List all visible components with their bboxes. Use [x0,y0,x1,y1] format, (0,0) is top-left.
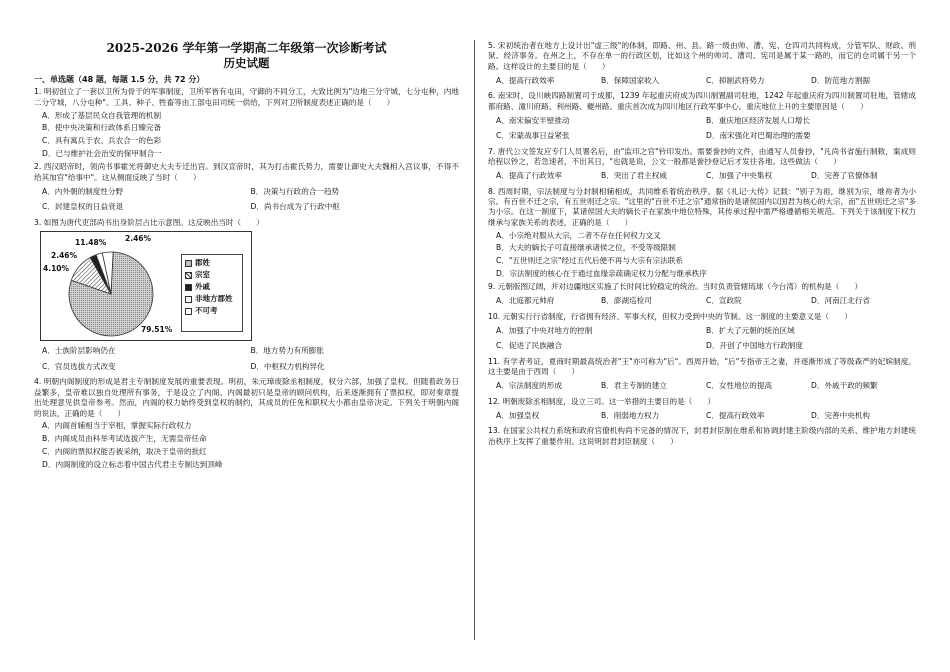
question-2 [34,162,459,214]
option-a[interactable]: A．加强皇权 [496,410,540,420]
legend-item: 宗室 [185,269,239,281]
question-8 [488,187,916,280]
question-6 [488,91,916,143]
exam-subtitle: 历史试题 [223,56,270,70]
legend-swatch-zongshi [185,272,192,279]
option-b[interactable]: B．澎湖巡检司 [601,296,652,306]
legend-swatch-feidifang [185,296,192,303]
legend-swatch-bukekao [185,308,192,315]
option-b[interactable]: B．扩大了元朝的统治区域 [706,325,795,335]
question-11 [488,357,916,394]
question-stem: 11. 有学者考证，夏商时期最高统治者"王"亦可称为"后"。西周开始，"后"专指帝王之妻，并逐渐形成了等级森严的妃嫔制度。这主要是由于西周（ ） [488,356,916,377]
option-b[interactable]: B．决策与行政的合一趋势 [250,186,340,196]
question-stem: 12. 明朝废除丞相制度，设立三司。这一举措的主要目的是（ ） [488,396,716,406]
option-d[interactable]: D．尚书台成为了行政中枢 [250,201,340,211]
option-c[interactable]: C．女性地位的提高 [706,380,773,390]
option-b[interactable]: B．突出了君主权威 [601,170,667,180]
option-b[interactable]: B．重庆地区经济发展人口增长 [706,115,810,125]
option-a[interactable]: A．南宋偏安半壁推动 [496,115,570,125]
option-c[interactable]: C．宣政院 [706,296,742,306]
legend-item: 郡姓 [185,257,239,269]
option-a[interactable]: A．内外朝的制度性分野 [42,186,124,196]
column-divider [474,40,475,640]
section-heading: 一、单选题（48 题，每题 1.5 分，共 72 分） [34,75,205,84]
option-c[interactable]: C．"五世则迁之宗"经过五代后便不再与大宗有宗法联系 [496,256,683,266]
option-b[interactable]: B．大夫的嫡长子可直接继承诸侯之位，不受等级限制 [496,243,676,253]
option-a[interactable]: A．宗法制度的形成 [496,380,562,390]
question-stem: 8. 西周时期，宗法制度与分封制相辅相成，共同维系着统治秩序。据《礼记·大传》记载："别子为祖，继别为宗，继祢者为小宗。有百世不迁之宗，有五世则迁之宗。"这里的"百世不迁之宗"通常指的是诸侯国内以国君为核心的大宗，而"五世则迁之宗"多为小宗。在这一制度下，某诸侯国大夫的嫡长子在家族中地位特殊，其传承过程中需严格遵循相关规范。下列关于该制度下权力继承与家族关系的表述，正确的是（ ） [488,186,916,227]
question-stem: 1. 明初创立了一套以卫所为骨干的军事制度，卫所军皆有屯田，守御的不同分工，大致比例为"边地三分守城，七分屯种，内地二分守城，八分屯种"。工具、种子、牲畜等由工部屯田司统一供给，下列对卫所制度表述正确的是（ ） [34,87,459,107]
question-stem: 6. 南宋时，设川峡四路制置司于成都，1239 年起重庆府成为四川制置副司驻地，1242 年起重庆府为四川制置司驻地，管辖成都府路、潼川府路、利州路、夔州路。重庆首次成为四川地区行政军事中心。重庆地位上升的主要原因是（ ） [488,91,916,111]
option-d[interactable]: D．完善了官僚体制 [811,170,878,180]
option-d[interactable]: D．中枢权力机构异化 [250,361,325,371]
pie-label-bukekao: 4.10% [43,264,70,273]
pie-chart [40,231,252,341]
question-9 [488,282,916,309]
question-stem: 5. 宋初统治者在地方上设计出"虚三级"的体制，即路、州、县。路一级由帅、漕、宪、仓四司共同构成，分管军队、财政、刑狱、经济事务。在州之上，不存在单一的行政区划，比如这个州的帅司、漕司、宪司是属于某一路的，而它的仓司属于另一个路。这样设计的主要目的是（ ） [488,41,916,71]
option-a[interactable]: A．提高行政效率 [496,75,555,85]
question-12 [488,397,916,424]
pie-label-zongshi: 11.48% [75,238,107,247]
question-stem: 10. 元朝实行行省制度，行省拥有经济、军事大权，但权力受到中央的节制。这一制度的主要意义是（ ） [488,312,852,321]
option-a[interactable]: A．士族阶层影响仍在 [42,346,116,356]
option-d[interactable]: D．开创了中国地方行政制度 [706,340,803,350]
option-a[interactable]: A．小宗绝对服从大宗，二者不存在任何权力交叉 [496,230,661,240]
chart-legend [181,254,243,332]
question-stem: 9. 元朝版图辽阔，并对边疆地区实施了长时间比较稳定的统治。当时负责管辖琉球（今台湾）的机构是（ ） [488,282,863,292]
option-a[interactable]: A．提高了行政效率 [496,170,562,180]
legend-item: 不可考 [185,305,239,317]
option-a[interactable]: A．加强了中央对地方的控制 [496,325,593,335]
option-d[interactable]: D．南宋强化对巴蜀治理的需要 [706,130,811,140]
pie-chart-svg [41,232,181,340]
question-1 [34,87,459,159]
question-3 [34,218,459,375]
option-a[interactable]: A．形成了基层民众自我管理的机制 [42,110,162,120]
option-a[interactable]: A．北庭都元帅府 [496,296,555,306]
option-b[interactable]: B．内阁成员由科举考试选拔产生，无需皇帝任命 [42,434,207,444]
left-column [34,40,459,473]
question-5 [488,41,916,88]
exam-title: 2025-2026 学年第一学期高二年级第一次诊断考试 [106,41,387,55]
pie-label-junxing: 79.51% [141,325,173,334]
option-c[interactable]: C．抑制武将势力 [706,75,765,85]
pie-label-feidifang: 2.46% [125,234,152,243]
legend-item: 非地方郡姓 [185,293,239,305]
legend-swatch-junxing [185,260,192,267]
option-c[interactable]: C．封建皇权的日益衰退 [42,201,124,211]
pie-label-waiqi: 2.46% [51,251,78,260]
option-d[interactable]: D．外戚干政的频繁 [811,380,878,390]
option-c[interactable]: C．加强了中央集权 [706,170,773,180]
legend-item: 外戚 [185,281,239,293]
option-d[interactable]: D．河南江北行省 [811,296,871,306]
option-d[interactable]: D．宗法制度的核心在于通过血缘亲疏确定权力分配与继承秩序 [496,269,707,278]
option-a[interactable]: A．内阁首辅相当于宰相，掌握实际行政权力 [42,421,192,431]
option-c[interactable]: C．内阁的票拟权能否被采纳，取决于皇帝的批红 [42,446,207,456]
option-d[interactable]: D．防范地方割据 [811,75,871,85]
option-c[interactable]: C．宋蒙战事日益紧张 [496,130,570,140]
question-stem: 3. 如图为唐代吏部尚书出身阶层占比示意图。这反映出当时（ ） [34,217,264,227]
option-c[interactable]: C．提高行政效率 [706,410,765,420]
option-b[interactable]: B．君主专制的建立 [601,380,667,390]
option-d[interactable]: D．已与维护社会治安的保甲制合一 [42,149,162,158]
right-column [488,40,916,450]
option-b[interactable]: B．地方势力有所膨胀 [250,346,325,356]
option-b[interactable]: B．削弱地方权力 [601,410,660,420]
option-d[interactable]: D．完善中央机构 [811,410,871,420]
option-b[interactable]: B．保障国家收入 [601,75,660,85]
option-d[interactable]: D．内阁制度的设立标志着中国古代君主专制达到顶峰 [42,459,223,469]
question-7 [488,147,916,184]
option-c[interactable]: C．官员选拔方式改变 [42,361,116,371]
question-stem: 4. 明朝内阁制度的形成是君主专制制度发展的重要表现。明初，朱元璋废除丞相制度，权分六部，加强了皇权。但随着政务日益繁多，皇帝难以独自处理所有事务，于是设立了内阁。内阁最初只是皇帝的顾问机构，后来逐渐拥有了票拟权，即对奏章提出处理意见供皇帝参考。然而，内阁的权力始终受到皇权的制约，其成员的任免和职权大小都由皇帝决定。下列关于明朝内阁的说法，正确的是（ ） [34,377,459,418]
legend-swatch-waiqi [185,284,192,291]
question-stem: 13. 在国家公共权力系统和政府官僚机构尚不完备的情况下，封君封臣制在维系和协调封建主阶级内部的关系、维护地方封建统治秩序上发挥了重要作用。这说明封君封臣制度（ ） [488,426,916,446]
question-13 [488,426,916,447]
question-4 [34,377,459,470]
question-stem: 2. 西汉昭帝时，领尚书事霍光将御史大夫专迁出宫。到汉宣帝时，其为打击霍氏势力，需要让御史大夫魏相入宫议事，不得不给其加官"给事中"。这从侧面反映了当时（ ） [34,162,459,182]
question-10 [488,312,916,354]
option-c[interactable]: C．促进了民族融合 [496,340,563,350]
option-b[interactable]: B．使中央决策和行政体系日臻完备 [42,123,162,133]
question-stem: 7. 唐代公文签发应专门人员署名后，由"监印之官"钤印发出。需要誊抄的文件，由通写人员誊抄，"凡尚书省施行制敕，案成则给程以钞之，若急速者，不出其日，"也就是说，公文一般都是誊抄登记后才发往各地。这些做法（ ） [488,146,916,166]
option-c[interactable]: C．具有寓兵于农、兵农合一的色彩 [42,136,162,146]
